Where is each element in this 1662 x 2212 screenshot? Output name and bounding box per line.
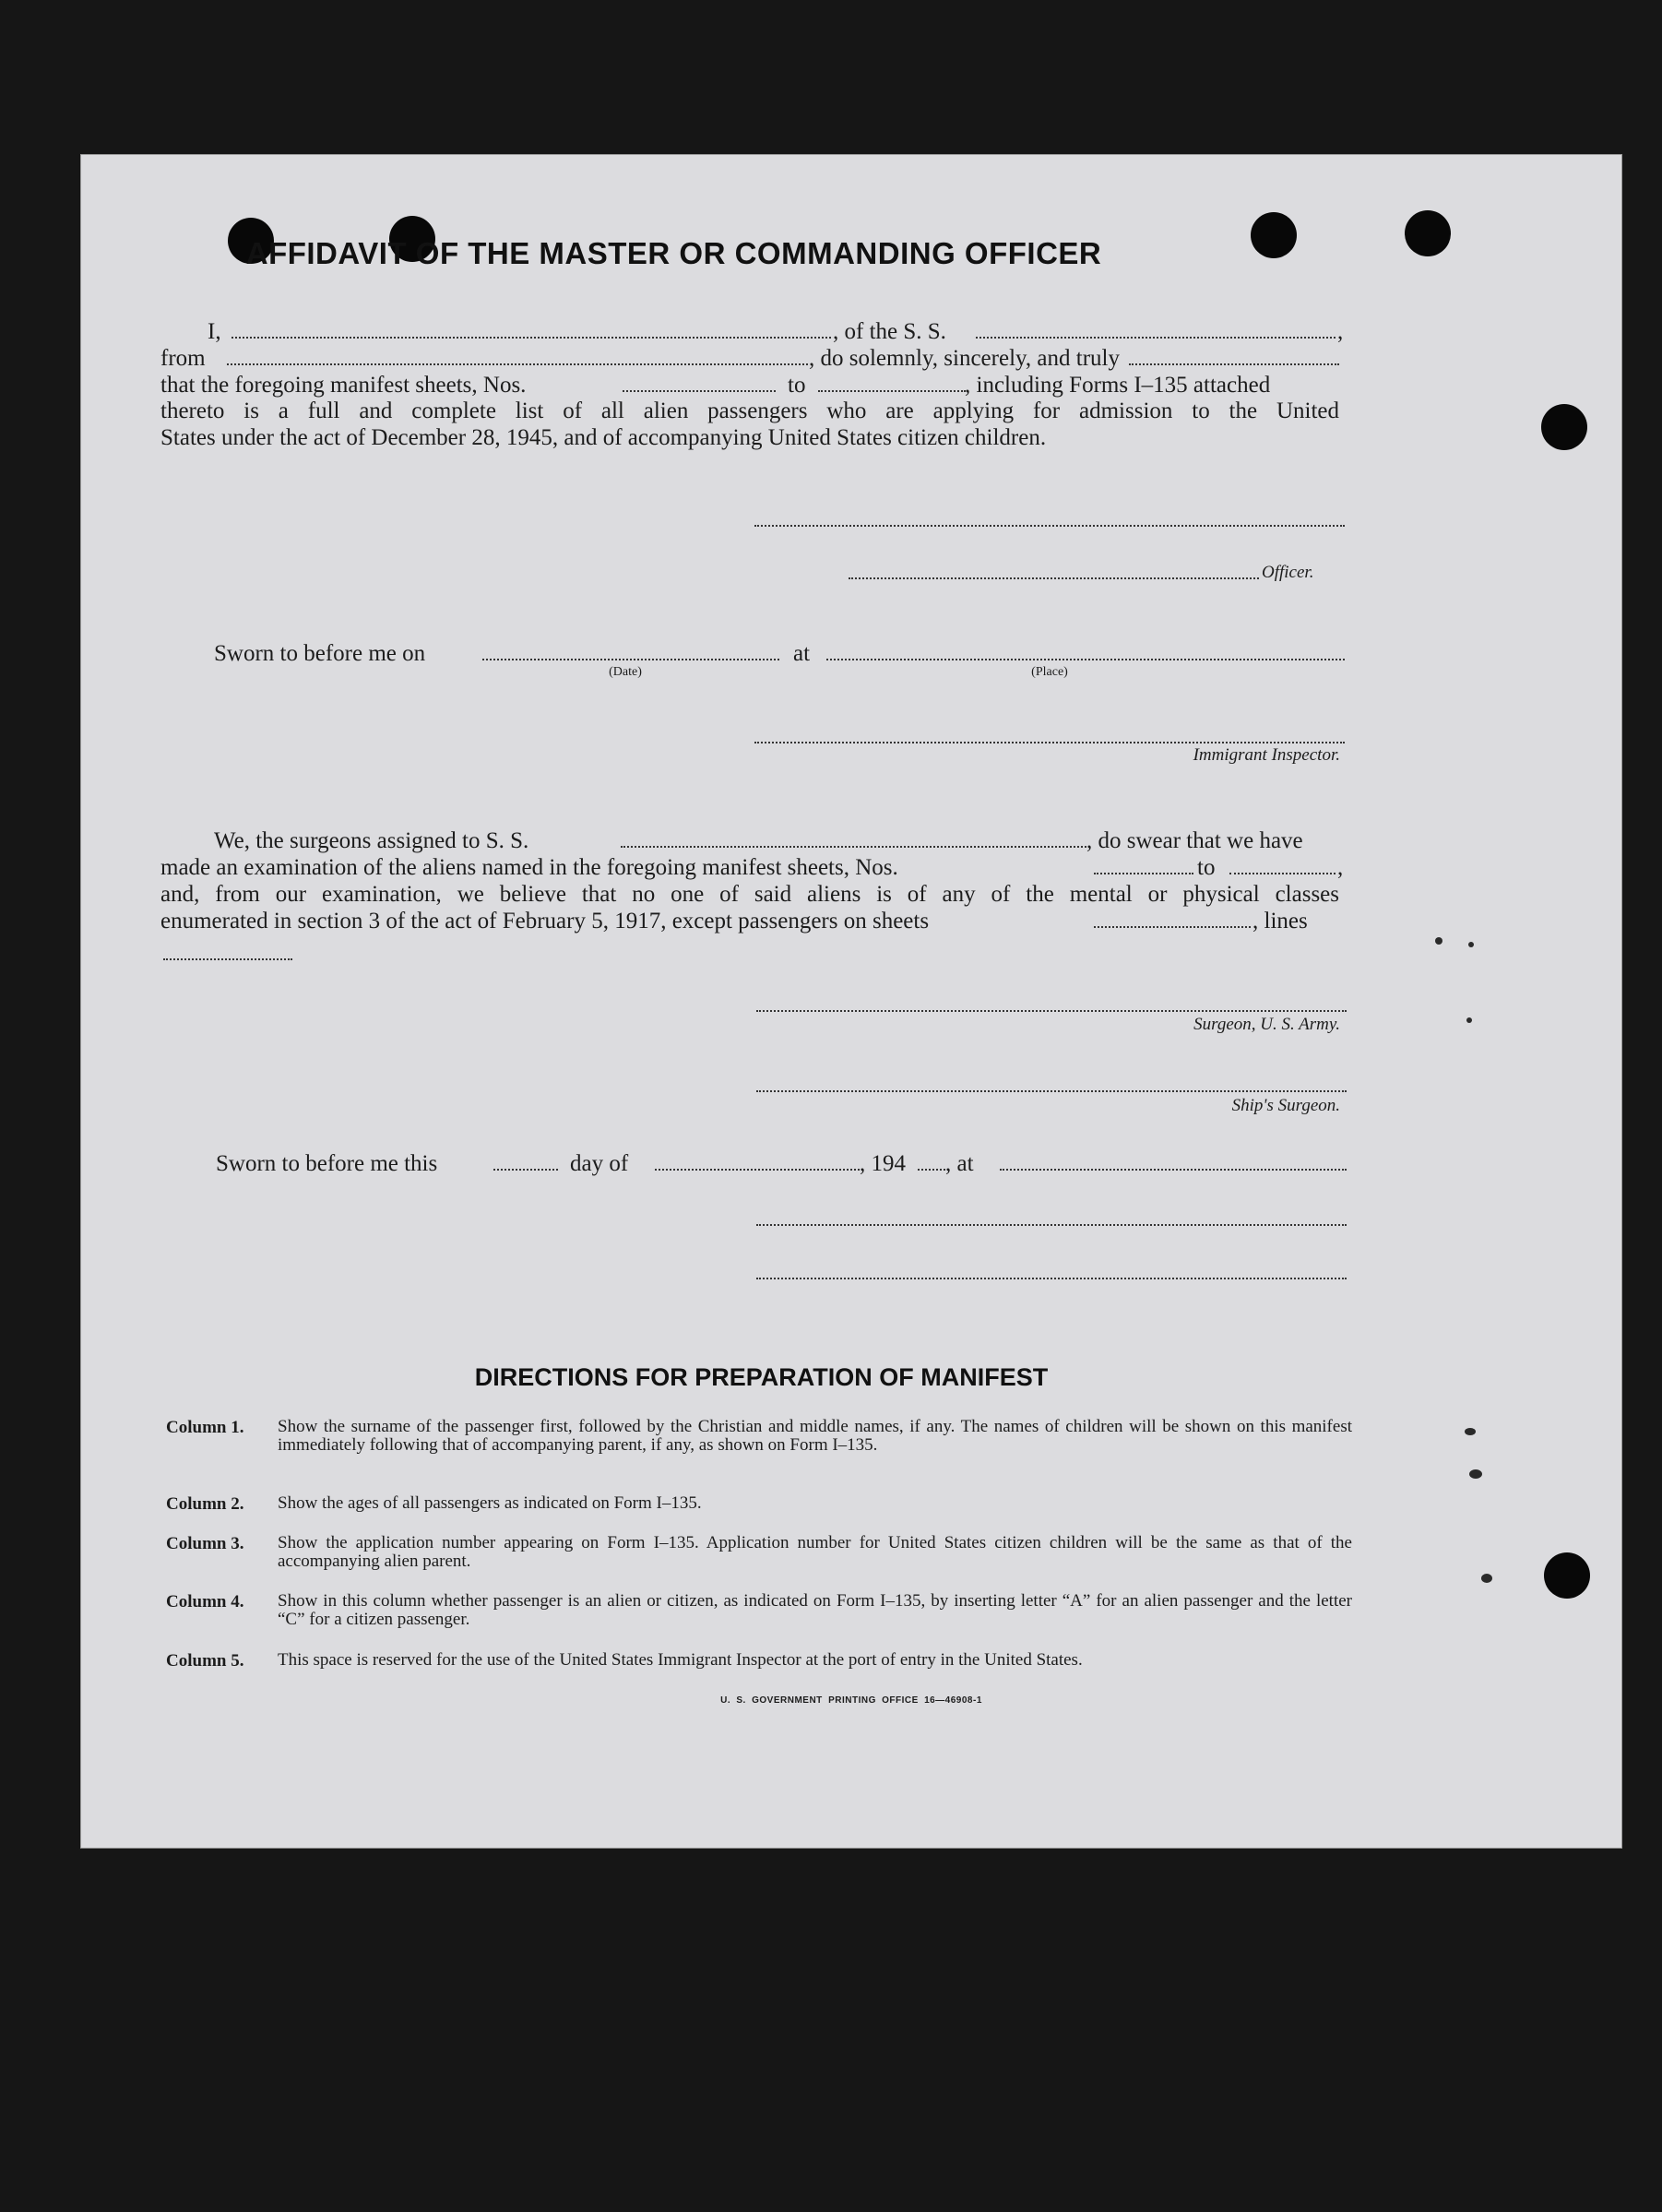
directions-title: DIRECTIONS FOR PREPARATION OF MANIFEST	[474, 1363, 1049, 1391]
column-4-text: Show in this column whether passenger is an alien or citizen, as indicated on Form I–135, by inserting letter “A” for an alien passenger and the letter “C” for a citizen passenger.	[278, 1591, 1352, 1629]
column-5-text: This space is reserved for the use of the United States Immigrant Inspector at the port of entry in the United States.	[278, 1650, 1083, 1670]
affidavit-line-2: from , do solemnly, sincerely, and truly	[81, 346, 1465, 374]
sworn-line-2: Sworn to before me this day of , 194 , at	[81, 1151, 1465, 1179]
sworn-year-field[interactable]	[918, 1168, 945, 1171]
surgeon-sheet-from-field[interactable]	[1094, 872, 1193, 874]
ink-speck	[1468, 942, 1474, 947]
sworn-at-field[interactable]	[1000, 1168, 1347, 1171]
lines-field[interactable]	[163, 957, 292, 960]
affidavit-line-1: I, , of the S. S. ,	[208, 319, 1344, 344]
surgeons-line-2: made an examination of the aliens named in the foregoing manifest sheets, Nos. to ,	[160, 855, 1344, 880]
column-4-label: Column 4.	[166, 1592, 244, 1611]
punch-hole	[1541, 404, 1587, 450]
sworn-signature-line-1[interactable]	[756, 1223, 1347, 1226]
sworn-day-field[interactable]	[493, 1168, 558, 1171]
surgeon-ship-field[interactable]	[621, 845, 1086, 848]
surgeons-line-1: We, the surgeons assigned to S. S. , do swear that we have	[214, 828, 1303, 853]
sheets-field[interactable]	[1094, 925, 1251, 928]
inspector-caption: Immigrant Inspector.	[1193, 745, 1340, 765]
sheet-to-field[interactable]	[818, 389, 966, 392]
officer-signature-line[interactable]	[849, 577, 1259, 579]
ink-speck	[1469, 1469, 1482, 1479]
affidavit-line-4: thereto is a full and complete list of all alien passengers who are applying for admission to the United	[160, 398, 1339, 423]
officer-caption: Officer.	[1262, 563, 1314, 582]
ink-speck	[1435, 937, 1442, 945]
army-surgeon-caption: Surgeon, U. S. Army.	[1193, 1015, 1340, 1034]
army-surgeon-signature-line[interactable]	[756, 1009, 1347, 1012]
column-2-label: Column 2.	[166, 1494, 244, 1514]
sworn-month-field[interactable]	[655, 1168, 860, 1171]
column-1-text: Show the surname of the passenger first, followed by the Christian and middle names, if any. The names of children will be shown on this manifest immediately following that of accompanying parent, if any, as shown on Form I–135.	[278, 1417, 1352, 1455]
form-sheet	[81, 155, 1621, 1848]
ship-surgeon-caption: Ship's Surgeon.	[1231, 1096, 1340, 1115]
sheet-from-field[interactable]	[623, 389, 776, 392]
column-3-text: Show the application number appearing on Form I–135. Application number for United States citizen children will be the same as that of the accompanying alien parent.	[278, 1533, 1352, 1571]
column-2-text: Show the ages of all passengers as indicated on Form I–135.	[278, 1493, 702, 1513]
printing-office-footer: U. S. GOVERNMENT PRINTING OFFICE 16—46908-1	[720, 1695, 982, 1706]
surgeons-line-4: enumerated in section 3 of the act of February 5, 1917, except passengers on sheets , lines	[160, 909, 1308, 934]
affidavit-title: AFFIDAVIT OF THE MASTER OR COMMANDING OFFICER	[245, 236, 1102, 270]
ink-speck	[1466, 1017, 1472, 1023]
sworn-date-field[interactable]	[482, 658, 779, 660]
ship-surgeon-signature-line[interactable]	[756, 1089, 1347, 1092]
ink-speck	[1481, 1574, 1492, 1583]
affirm-field[interactable]	[1129, 363, 1339, 365]
ink-speck	[1465, 1428, 1476, 1435]
surgeon-sheet-to-field[interactable]	[1229, 872, 1336, 874]
sworn-place-field[interactable]	[826, 658, 1345, 660]
master-name-field[interactable]	[231, 336, 831, 339]
inspector-signature-line[interactable]	[754, 741, 1345, 743]
place-caption: (Place)	[1031, 665, 1068, 679]
column-3-label: Column 3.	[166, 1534, 244, 1553]
sworn-signature-line-2[interactable]	[756, 1277, 1347, 1279]
surgeons-line-3: and, from our examination, we believe that no one of said aliens is of any of the mental or physical classes	[160, 882, 1339, 907]
affidavit-line-3: that the foregoing manifest sheets, Nos. to , including Forms I–135 attached	[160, 373, 1271, 398]
ship-name-field[interactable]	[976, 336, 1336, 339]
date-caption: (Date)	[609, 665, 642, 679]
affidavit-line-5: States under the act of December 28, 1945, and of accompanying United States citizen children.	[160, 425, 1047, 450]
column-5-label: Column 5.	[166, 1651, 244, 1671]
port-from-field[interactable]	[227, 363, 808, 365]
column-1-label: Column 1.	[166, 1418, 244, 1437]
master-signature-line[interactable]	[754, 524, 1345, 527]
punch-hole	[1544, 1552, 1590, 1599]
punch-hole	[1405, 210, 1451, 256]
sworn-line-1: Sworn to before me on at	[81, 641, 1465, 669]
